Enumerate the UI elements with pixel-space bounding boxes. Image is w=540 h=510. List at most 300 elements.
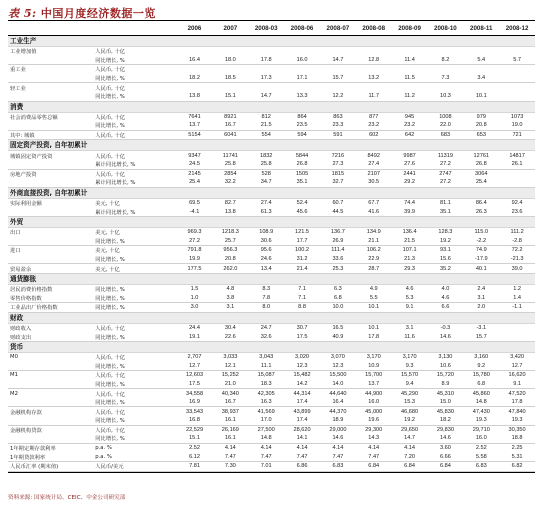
table-cell: 27.2 bbox=[439, 161, 451, 168]
table-cell: 128.3 bbox=[438, 229, 453, 236]
table-cell: 43,899 bbox=[293, 408, 311, 415]
table-cell: 5.3 bbox=[405, 294, 414, 301]
table-cell: 30.7 bbox=[296, 324, 308, 331]
table-cell: 74.9 bbox=[475, 247, 487, 254]
table-cell: 47,840 bbox=[508, 408, 526, 415]
table-cell: 16.8 bbox=[189, 417, 200, 424]
table-cell: 19.6 bbox=[368, 417, 380, 424]
table-cell: 24.6 bbox=[260, 255, 272, 262]
table-cell: 19.3 bbox=[475, 417, 487, 424]
row-name: 零售价格指数 bbox=[10, 295, 42, 302]
table-cell: 7.30 bbox=[224, 463, 236, 470]
table-row bbox=[8, 65, 535, 74]
row-unit: 人民币, 十亿 bbox=[95, 171, 126, 178]
column-header: 2008-08 bbox=[362, 24, 386, 32]
table-cell: 27.2 bbox=[439, 179, 451, 186]
table-cell: 1.4 bbox=[513, 294, 521, 301]
table-cell: 3,020 bbox=[295, 354, 310, 361]
table-cell: 864 bbox=[297, 113, 307, 120]
table-row bbox=[8, 285, 535, 294]
table-cell: 18.0 bbox=[224, 56, 236, 63]
table-cell: 10.1 bbox=[368, 324, 380, 331]
table-row bbox=[8, 444, 535, 453]
column-header: 2008-07 bbox=[326, 24, 350, 32]
table-cell: 3.1 bbox=[405, 324, 414, 331]
table-cell: 28,620 bbox=[293, 426, 311, 433]
column-header: 2008-03 bbox=[254, 24, 278, 32]
table-cell: 6.3 bbox=[334, 286, 342, 293]
section-heading: 外贸 bbox=[8, 217, 535, 228]
table-cell: 945 bbox=[404, 113, 415, 120]
row-name: M0 bbox=[10, 354, 18, 361]
table-cell: 11.1 bbox=[260, 362, 272, 369]
table-cell: 956.3 bbox=[223, 247, 238, 254]
table-cell: 11.6 bbox=[404, 333, 415, 340]
row-name: 出口 bbox=[10, 230, 21, 237]
table-cell: 591 bbox=[333, 132, 343, 139]
table-cell: 6.84 bbox=[368, 463, 380, 470]
table-cell: 877 bbox=[369, 113, 379, 120]
table-cell: 18.9 bbox=[332, 417, 344, 424]
table-cell: 7.47 bbox=[224, 453, 236, 460]
table-cell: 17.8 bbox=[511, 399, 523, 406]
table-cell: 17.3 bbox=[260, 75, 272, 82]
table-cell: 6.6 bbox=[441, 304, 450, 311]
table-cell: 24.4 bbox=[189, 324, 200, 331]
table-cell: 17.7 bbox=[296, 237, 308, 244]
table-cell: 14.8 bbox=[260, 435, 272, 442]
table-cell: 1832 bbox=[259, 152, 273, 159]
row-name: 工业增加值 bbox=[10, 49, 37, 56]
table-cell: -2.8 bbox=[512, 237, 522, 244]
table-row bbox=[8, 426, 535, 435]
table-cell: 15,482 bbox=[293, 372, 311, 379]
table-cell: 136.7 bbox=[330, 229, 345, 236]
table-cell: 10.9 bbox=[368, 362, 380, 369]
table-cell: 7.47 bbox=[260, 453, 272, 460]
table-cell: 16.9 bbox=[189, 399, 200, 406]
table-cell: 30.4 bbox=[224, 324, 236, 331]
table-cell: 9.2 bbox=[477, 362, 486, 369]
table-cell: 13.7 bbox=[189, 122, 200, 129]
table-cell: 41.6 bbox=[368, 208, 380, 215]
table-cell: 4.14 bbox=[404, 445, 416, 452]
table-cell: 2145 bbox=[188, 170, 201, 177]
table-cell: 22.9 bbox=[368, 255, 380, 262]
table-cell: 82.7 bbox=[224, 200, 236, 207]
row-name: 重工业 bbox=[10, 67, 26, 74]
table-cell: -1.1 bbox=[512, 304, 522, 311]
table-cell: 17.5 bbox=[189, 380, 200, 387]
table-cell: 7.01 bbox=[260, 463, 272, 470]
table-cell: 9.3 bbox=[405, 362, 414, 369]
table-cell: 3,033 bbox=[223, 354, 238, 361]
table-cell: 27,500 bbox=[257, 426, 275, 433]
column-header: 2006 bbox=[187, 24, 202, 32]
table-cell: 1505 bbox=[295, 170, 309, 177]
table-cell: 19.3 bbox=[511, 417, 523, 424]
table-cell: 11.2 bbox=[404, 93, 415, 100]
table-cell: 15.7 bbox=[332, 75, 344, 82]
table-cell: 39.9 bbox=[404, 208, 416, 215]
table-cell: 1815 bbox=[331, 170, 345, 177]
table-cell: 31.2 bbox=[296, 255, 308, 262]
table-cell: 92.4 bbox=[511, 200, 523, 207]
table-cell: 29,300 bbox=[365, 426, 383, 433]
table-cell: 14.1 bbox=[296, 435, 308, 442]
table-cell: 2,707 bbox=[187, 354, 202, 361]
table-row bbox=[8, 353, 535, 362]
row-unit: 同比增长, % bbox=[95, 76, 125, 83]
table-cell: 17.8 bbox=[368, 333, 380, 340]
row-name: 人民币汇率 (期末值) bbox=[10, 464, 59, 471]
row-name: 进口 bbox=[10, 248, 21, 255]
table-cell: 5.31 bbox=[511, 453, 523, 460]
table-cell: 5154 bbox=[188, 132, 201, 139]
table-cell: 24.7 bbox=[260, 324, 272, 331]
table-row bbox=[8, 462, 535, 472]
table-cell: 12.7 bbox=[511, 362, 523, 369]
table-cell: 39.0 bbox=[511, 265, 523, 272]
table-cell: 12.8 bbox=[368, 56, 380, 63]
economic-data-table bbox=[8, 20, 535, 473]
table-cell: 15,700 bbox=[365, 372, 383, 379]
row-unit: 人民币, 十亿 bbox=[95, 85, 126, 92]
table-cell: 61.3 bbox=[260, 208, 272, 215]
section-heading: 外商直接投资, 自年初累计 bbox=[8, 188, 535, 199]
row-name: 房地产投资 bbox=[10, 171, 37, 178]
table-cell: 13.8 bbox=[224, 208, 236, 215]
row-unit: 同比增长, % bbox=[95, 57, 125, 64]
table-cell: 528 bbox=[261, 170, 271, 177]
row-unit: 美元, 十亿 bbox=[95, 201, 120, 208]
table-cell: 27.3 bbox=[332, 161, 344, 168]
table-cell: 23.6 bbox=[511, 208, 523, 215]
table-cell: 108.9 bbox=[259, 229, 274, 236]
table-cell: 7.47 bbox=[368, 453, 380, 460]
table-row bbox=[8, 303, 535, 313]
table-row bbox=[8, 207, 535, 217]
table-cell: 2.52 bbox=[189, 445, 200, 452]
table-cell: 23.3 bbox=[332, 122, 344, 129]
row-unit: 累计同比增长, % bbox=[95, 162, 136, 169]
table-cell: 74.4 bbox=[404, 200, 416, 207]
table-cell: 17.4 bbox=[296, 399, 308, 406]
table-row bbox=[8, 389, 535, 398]
table-cell: 11.4 bbox=[404, 56, 415, 63]
row-unit: 同比增长, % bbox=[95, 381, 125, 388]
row-name: 1年期定期存款利率 bbox=[10, 446, 56, 453]
table-cell: 262.0 bbox=[223, 265, 238, 272]
table-cell: 25.4 bbox=[475, 179, 487, 186]
table-cell: 35.2 bbox=[439, 265, 451, 272]
table-row bbox=[8, 47, 535, 56]
table-cell: 2.25 bbox=[511, 445, 523, 452]
table-cell: 23.2 bbox=[404, 122, 416, 129]
table-cell: 4.6 bbox=[441, 294, 450, 301]
column-header: 2007 bbox=[223, 24, 238, 32]
table-cell: 42,305 bbox=[257, 390, 275, 397]
table-cell: 14.3 bbox=[368, 435, 380, 442]
table-cell: -3.1 bbox=[476, 324, 487, 331]
column-header: 2008-11 bbox=[470, 24, 493, 32]
table-row bbox=[8, 56, 535, 66]
row-unit: 人民币, 十亿 bbox=[95, 391, 126, 398]
table-cell: 3,070 bbox=[330, 354, 345, 361]
table-cell: 16.3 bbox=[260, 399, 272, 406]
table-cell: 19.2 bbox=[439, 237, 451, 244]
table-cell: 6.86 bbox=[296, 463, 308, 470]
table-row bbox=[8, 170, 535, 179]
table-cell: 25.4 bbox=[189, 179, 200, 186]
table-cell: 7.8 bbox=[262, 294, 271, 301]
table-cell: 5.58 bbox=[475, 453, 487, 460]
table-cell: 9.4 bbox=[405, 380, 414, 387]
row-unit: 美元, 十亿 bbox=[95, 266, 120, 273]
table-cell: 41,569 bbox=[257, 408, 275, 415]
row-unit: 累计同比增长, % bbox=[95, 209, 136, 216]
table-row bbox=[8, 246, 535, 255]
table-cell: 8492 bbox=[367, 152, 380, 159]
row-unit: 同比增长, % bbox=[95, 238, 125, 245]
table-cell: 3,170 bbox=[366, 354, 381, 361]
column-header: 2008-12 bbox=[505, 24, 529, 32]
table-cell: 45,830 bbox=[436, 408, 454, 415]
table-row bbox=[8, 332, 535, 342]
table-cell: 5844 bbox=[295, 152, 309, 159]
table-cell: 93.1 bbox=[439, 247, 451, 254]
table-cell: 13.2 bbox=[368, 75, 380, 82]
table-cell: 12761 bbox=[473, 152, 490, 159]
row-unit: 人民币, 十亿 bbox=[95, 153, 126, 160]
table-cell: -0.3 bbox=[440, 324, 451, 331]
table-cell: 4.14 bbox=[224, 445, 236, 452]
table-cell: 67.7 bbox=[368, 200, 380, 207]
table-cell: 3.1 bbox=[477, 294, 486, 301]
table-cell: 25.7 bbox=[224, 237, 236, 244]
table-cell: 10.1 bbox=[368, 304, 380, 311]
table-cell: 10.0 bbox=[332, 304, 344, 311]
row-name: 财政支出 bbox=[10, 334, 32, 341]
table-row bbox=[8, 121, 535, 131]
table-cell: 16.0 bbox=[368, 399, 380, 406]
table-cell: 8.3 bbox=[262, 286, 271, 293]
table-cell: 16.7 bbox=[224, 122, 236, 129]
table-cell: 16.1 bbox=[224, 435, 236, 442]
table-cell: 2.0 bbox=[477, 304, 486, 311]
row-name: 居民消费价格指数 bbox=[10, 287, 53, 294]
table-cell: 27.2 bbox=[189, 237, 200, 244]
table-cell: 15.7 bbox=[475, 333, 487, 340]
table-cell: 19.1 bbox=[189, 333, 200, 340]
table-cell: 3064 bbox=[475, 170, 488, 177]
table-cell: 14.7 bbox=[332, 56, 344, 63]
table-cell: 3,170 bbox=[402, 354, 417, 361]
table-cell: 27.4 bbox=[260, 200, 272, 207]
table-cell: 177.5 bbox=[187, 265, 202, 272]
row-unit: 同比增长, % bbox=[95, 334, 125, 341]
table-cell: 10.3 bbox=[439, 93, 451, 100]
table-cell: 100.2 bbox=[295, 247, 310, 254]
table-row bbox=[8, 380, 535, 390]
row-name: 轻工业 bbox=[10, 85, 26, 92]
table-cell: 15.6 bbox=[439, 255, 451, 262]
row-name: 社会消费品零售总额 bbox=[10, 114, 58, 121]
table-cell: 16.4 bbox=[332, 399, 344, 406]
section-heading: 财政 bbox=[8, 313, 535, 324]
table-cell: 16.1 bbox=[224, 417, 236, 424]
table-cell: 106.2 bbox=[366, 247, 381, 254]
table-cell: 1008 bbox=[439, 113, 452, 120]
table-cell: 1.5 bbox=[190, 286, 199, 293]
table-row bbox=[8, 74, 535, 84]
table-cell: 14.6 bbox=[439, 435, 451, 442]
row-unit: 同比增长, % bbox=[95, 363, 125, 370]
table-cell: 44,640 bbox=[329, 390, 347, 397]
table-cell: 34,558 bbox=[185, 390, 204, 397]
section-heading: 固定资产投资, 自年初累计 bbox=[8, 140, 535, 151]
table-cell: 6.8 bbox=[334, 294, 342, 301]
row-unit: 人民币, 十亿 bbox=[95, 427, 126, 434]
table-body bbox=[8, 36, 535, 472]
table-cell: 14.2 bbox=[296, 380, 308, 387]
table-row bbox=[8, 228, 535, 237]
table-cell: 19.2 bbox=[404, 417, 416, 424]
table-cell: 8.9 bbox=[441, 380, 450, 387]
table-cell: 721 bbox=[512, 132, 522, 139]
table-cell: 4.0 bbox=[441, 286, 450, 293]
table-cell: 16,620 bbox=[508, 372, 526, 379]
row-unit: 同比增长, % bbox=[95, 305, 125, 312]
table-cell: 44,370 bbox=[329, 408, 347, 415]
table-cell: 38,937 bbox=[221, 408, 239, 415]
table-cell: 7.3 bbox=[441, 75, 450, 82]
section-heading: 消费 bbox=[8, 102, 535, 113]
table-cell: 22.0 bbox=[439, 122, 451, 129]
table-cell: 16.0 bbox=[475, 435, 487, 442]
table-cell: 52.4 bbox=[296, 200, 308, 207]
table-cell: 12.3 bbox=[332, 362, 344, 369]
table-cell: 21.4 bbox=[296, 265, 308, 272]
table-cell: 23.5 bbox=[296, 122, 308, 129]
table-cell: 16.0 bbox=[296, 56, 308, 63]
table-cell: 45,000 bbox=[365, 408, 383, 415]
row-name: 贸易盈余 bbox=[10, 266, 32, 273]
table-cell: 34.7 bbox=[260, 179, 272, 186]
table-cell: 8.2 bbox=[441, 56, 450, 63]
row-unit: 人民币, 十亿 bbox=[95, 409, 126, 416]
table-cell: 9.1 bbox=[513, 380, 521, 387]
table-cell: 4.9 bbox=[369, 286, 378, 293]
table-cell: 12,603 bbox=[185, 372, 204, 379]
row-unit: 人民币, 十亿 bbox=[95, 114, 126, 121]
table-cell: 46,680 bbox=[401, 408, 419, 415]
table-cell: 2854 bbox=[224, 170, 237, 177]
table-cell: 863 bbox=[333, 113, 343, 120]
table-cell: 32.2 bbox=[224, 179, 236, 186]
table-cell: 13.4 bbox=[260, 265, 272, 272]
table-cell: 791.8 bbox=[187, 247, 202, 254]
table-title bbox=[8, 5, 156, 21]
table-cell: 19.0 bbox=[511, 122, 523, 129]
table-cell: 2441 bbox=[403, 170, 416, 177]
table-cell: 21.5 bbox=[404, 237, 416, 244]
table-cell: 14817 bbox=[509, 152, 525, 159]
row-unit: 美元, 十亿 bbox=[95, 230, 120, 237]
table-cell: 72.2 bbox=[511, 247, 523, 254]
table-cell: 3,130 bbox=[438, 354, 453, 361]
column-header: 2008-10 bbox=[434, 24, 457, 32]
table-cell: 16.5 bbox=[332, 324, 344, 331]
table-cell: 14.6 bbox=[332, 435, 344, 442]
table-cell: 2747 bbox=[439, 170, 452, 177]
table-cell: 27.6 bbox=[404, 161, 416, 168]
table-cell: 812 bbox=[261, 113, 271, 120]
table-cell: 9.1 bbox=[405, 304, 414, 311]
table-cell: 18.3 bbox=[260, 380, 272, 387]
table-cell: 23.2 bbox=[368, 122, 380, 129]
table-cell: 27.4 bbox=[368, 161, 380, 168]
table-cell: 10.6 bbox=[439, 362, 451, 369]
table-cell: 6.66 bbox=[439, 453, 451, 460]
table-cell: 1218.3 bbox=[221, 229, 239, 236]
table-cell: 4.14 bbox=[368, 445, 380, 452]
table-cell: 6.82 bbox=[511, 463, 523, 470]
row-name: 财政收入 bbox=[10, 325, 32, 332]
table-row bbox=[8, 324, 535, 333]
table-cell: 134.9 bbox=[366, 229, 381, 236]
table-cell: 15.3 bbox=[404, 399, 416, 406]
table-cell: 15,570 bbox=[401, 372, 419, 379]
row-unit: 同比增长, % bbox=[95, 400, 125, 407]
table-cell: 32.6 bbox=[260, 333, 272, 340]
table-cell: 6.8 bbox=[477, 380, 486, 387]
row-name: 实际利用金额 bbox=[10, 201, 42, 208]
table-cell: 13.3 bbox=[296, 93, 308, 100]
table-cell: 95.6 bbox=[260, 247, 272, 254]
table-cell: 15,087 bbox=[257, 372, 275, 379]
table-cell: 14.0 bbox=[332, 380, 344, 387]
table-cell: 4.6 bbox=[405, 286, 414, 293]
table-cell: 969.3 bbox=[187, 229, 202, 236]
table-cell: 10.1 bbox=[475, 93, 487, 100]
table-cell: 3.0 bbox=[190, 304, 199, 311]
table-cell: 16.4 bbox=[189, 56, 200, 63]
table-cell: 22,529 bbox=[185, 426, 204, 433]
table-row bbox=[8, 199, 535, 208]
table-cell: 6.12 bbox=[189, 453, 200, 460]
table-cell: 17.8 bbox=[260, 56, 272, 63]
table-cell: 6.84 bbox=[439, 463, 451, 470]
source-note: 资料来源: 国家统计局、CEIC、中金公司研究部 bbox=[8, 495, 126, 501]
table-cell: 17.0 bbox=[260, 417, 272, 424]
table-cell: 8.8 bbox=[298, 304, 306, 311]
row-unit: 累计同比增长, % bbox=[95, 180, 136, 187]
table-cell: 18.5 bbox=[224, 75, 236, 82]
row-unit: 同比增长, % bbox=[95, 94, 125, 101]
table-cell: 653 bbox=[476, 132, 486, 139]
table-cell: 8.0 bbox=[262, 304, 271, 311]
table-row bbox=[8, 83, 535, 92]
table-cell: 683 bbox=[440, 132, 451, 139]
table-row bbox=[8, 407, 535, 416]
table-cell: 19.9 bbox=[189, 255, 200, 262]
row-unit: 人民币, 十亿 bbox=[95, 355, 126, 362]
table-cell: 4.14 bbox=[296, 445, 308, 452]
table-cell: 29,830 bbox=[436, 426, 454, 433]
table-cell: 6041 bbox=[224, 132, 237, 139]
row-name: 城镇固定资产投资 bbox=[10, 153, 53, 160]
